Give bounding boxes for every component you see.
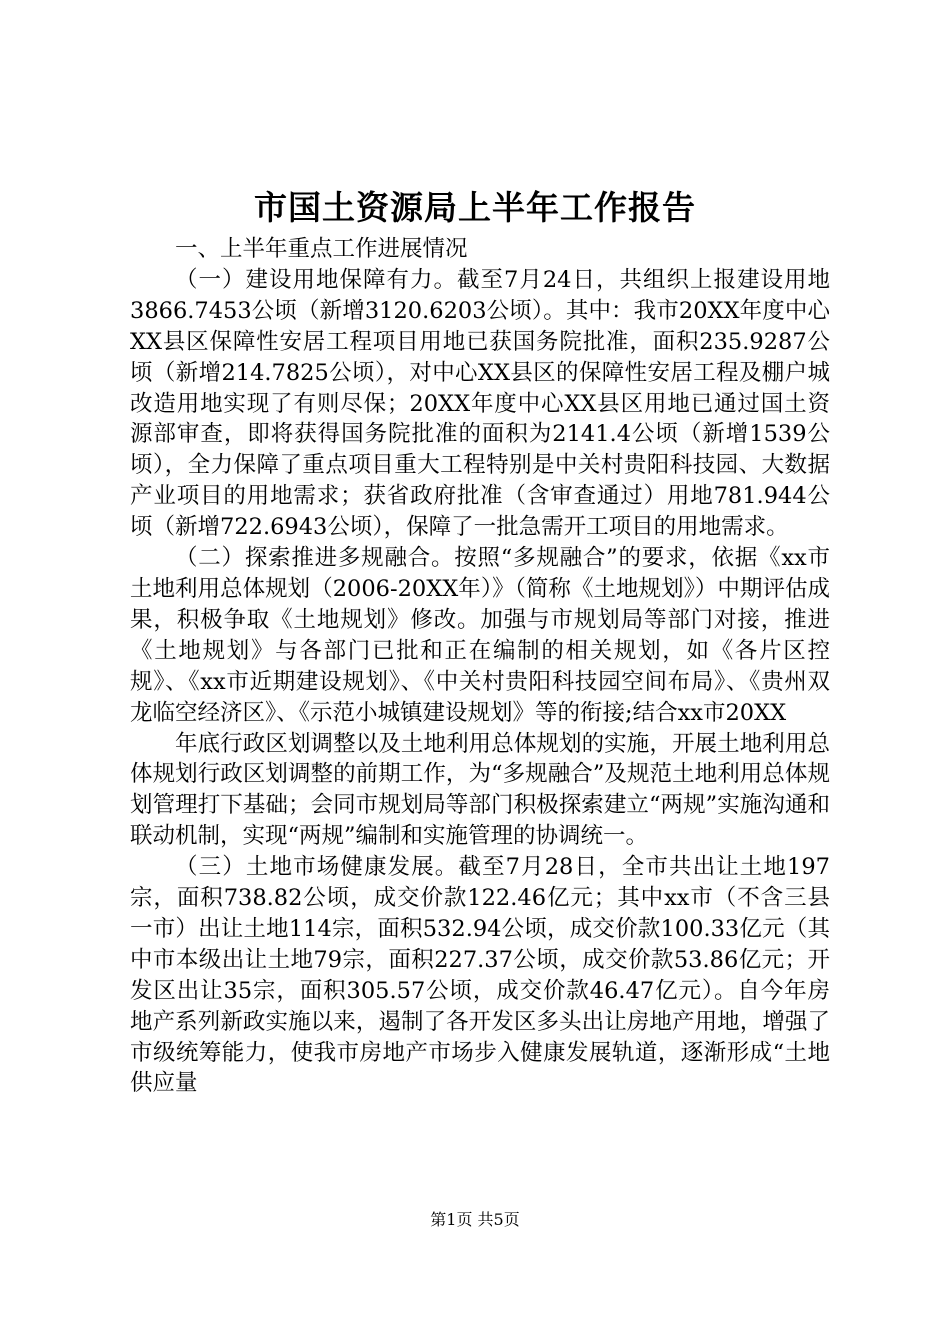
- paragraph-multi-plan-integration: （二）探索推进多规融合。按照“多规融合”的要求，依据《xx市土地利用总体规划（2006-20XX年）》（简称《土地规划》）中期评估成果，积极争取《土地规划》修改。加强与市规划局等部门对接，推进《土地规划》与各部门已批和正在编制的相关规划，如《各片区控规》、《xx市近期建设规划》、《中关村贵阳科技园空间布局》、《贵州双龙临空经济区》、《示范小城镇建设规划》等的衔接;结合xx市20XX: [130, 545, 830, 726]
- section-heading: 一、上半年重点工作进展情况: [175, 236, 468, 262]
- page-footer: 第1页 共5页: [430, 1210, 520, 1229]
- document-body: [130, 234, 830, 1099]
- paragraph-construction-land: （一）建设用地保障有力。截至7月24日，共组织上报建设用地3866.7453公顷（新增3120.6203公顷）。其中：我市20XX年度中心XX县区保障性安居工程项目用地已获国务院批准，面积235.9287公顷（新增214.7825公顷），对中心XX县区的保障性安居工程及棚户城改造用地实现了有则尽保；20XX年度中心XX县区用地已通过国土资源部审查，即将获得国务院批准的面积为2141.4公顷（新增1539公顷），全力保障了重点项目重大工程特别是中关村贵阳科技园、大数据产业项目的用地需求；获省政府批准（含审查通过）用地781.944公顷（新增722.6943公顷），保障了一批急需开工项目的用地需求。: [130, 266, 830, 541]
- paragraph-plan-continuation: 年底行政区划调整以及土地利用总体规划的实施，开展土地利用总体规划行政区划调整的前期工作，为“多规融合”及规范土地利用总体规划管理打下基础；会同市规划局等部门积极探索建立“两规”实施沟通和联动机制，实现“两规”编制和实施管理的协调统一。: [130, 730, 830, 850]
- paragraph-land-market: （三）土地市场健康发展。截至7月28日，全市共出让土地197宗，面积738.82公顷，成交价款122.46亿元；其中xx市（不含三县一市）出让土地114宗，面积532.94公顷，成交价款100.33亿元（其中市本级出让土地79宗，面积227.37公顷，成交价款53.86亿元；开发区出让35宗，面积305.57公顷，成交价款46.47亿元）。自今年房地产系列新政实施以来，遏制了各开发区多头出让房地产用地，增强了市级统筹能力，使我市房地产市场步入健康发展轨道，逐渐形成“土地供应量: [130, 854, 830, 1097]
- document-title: 市国土资源局上半年工作报告: [254, 188, 696, 227]
